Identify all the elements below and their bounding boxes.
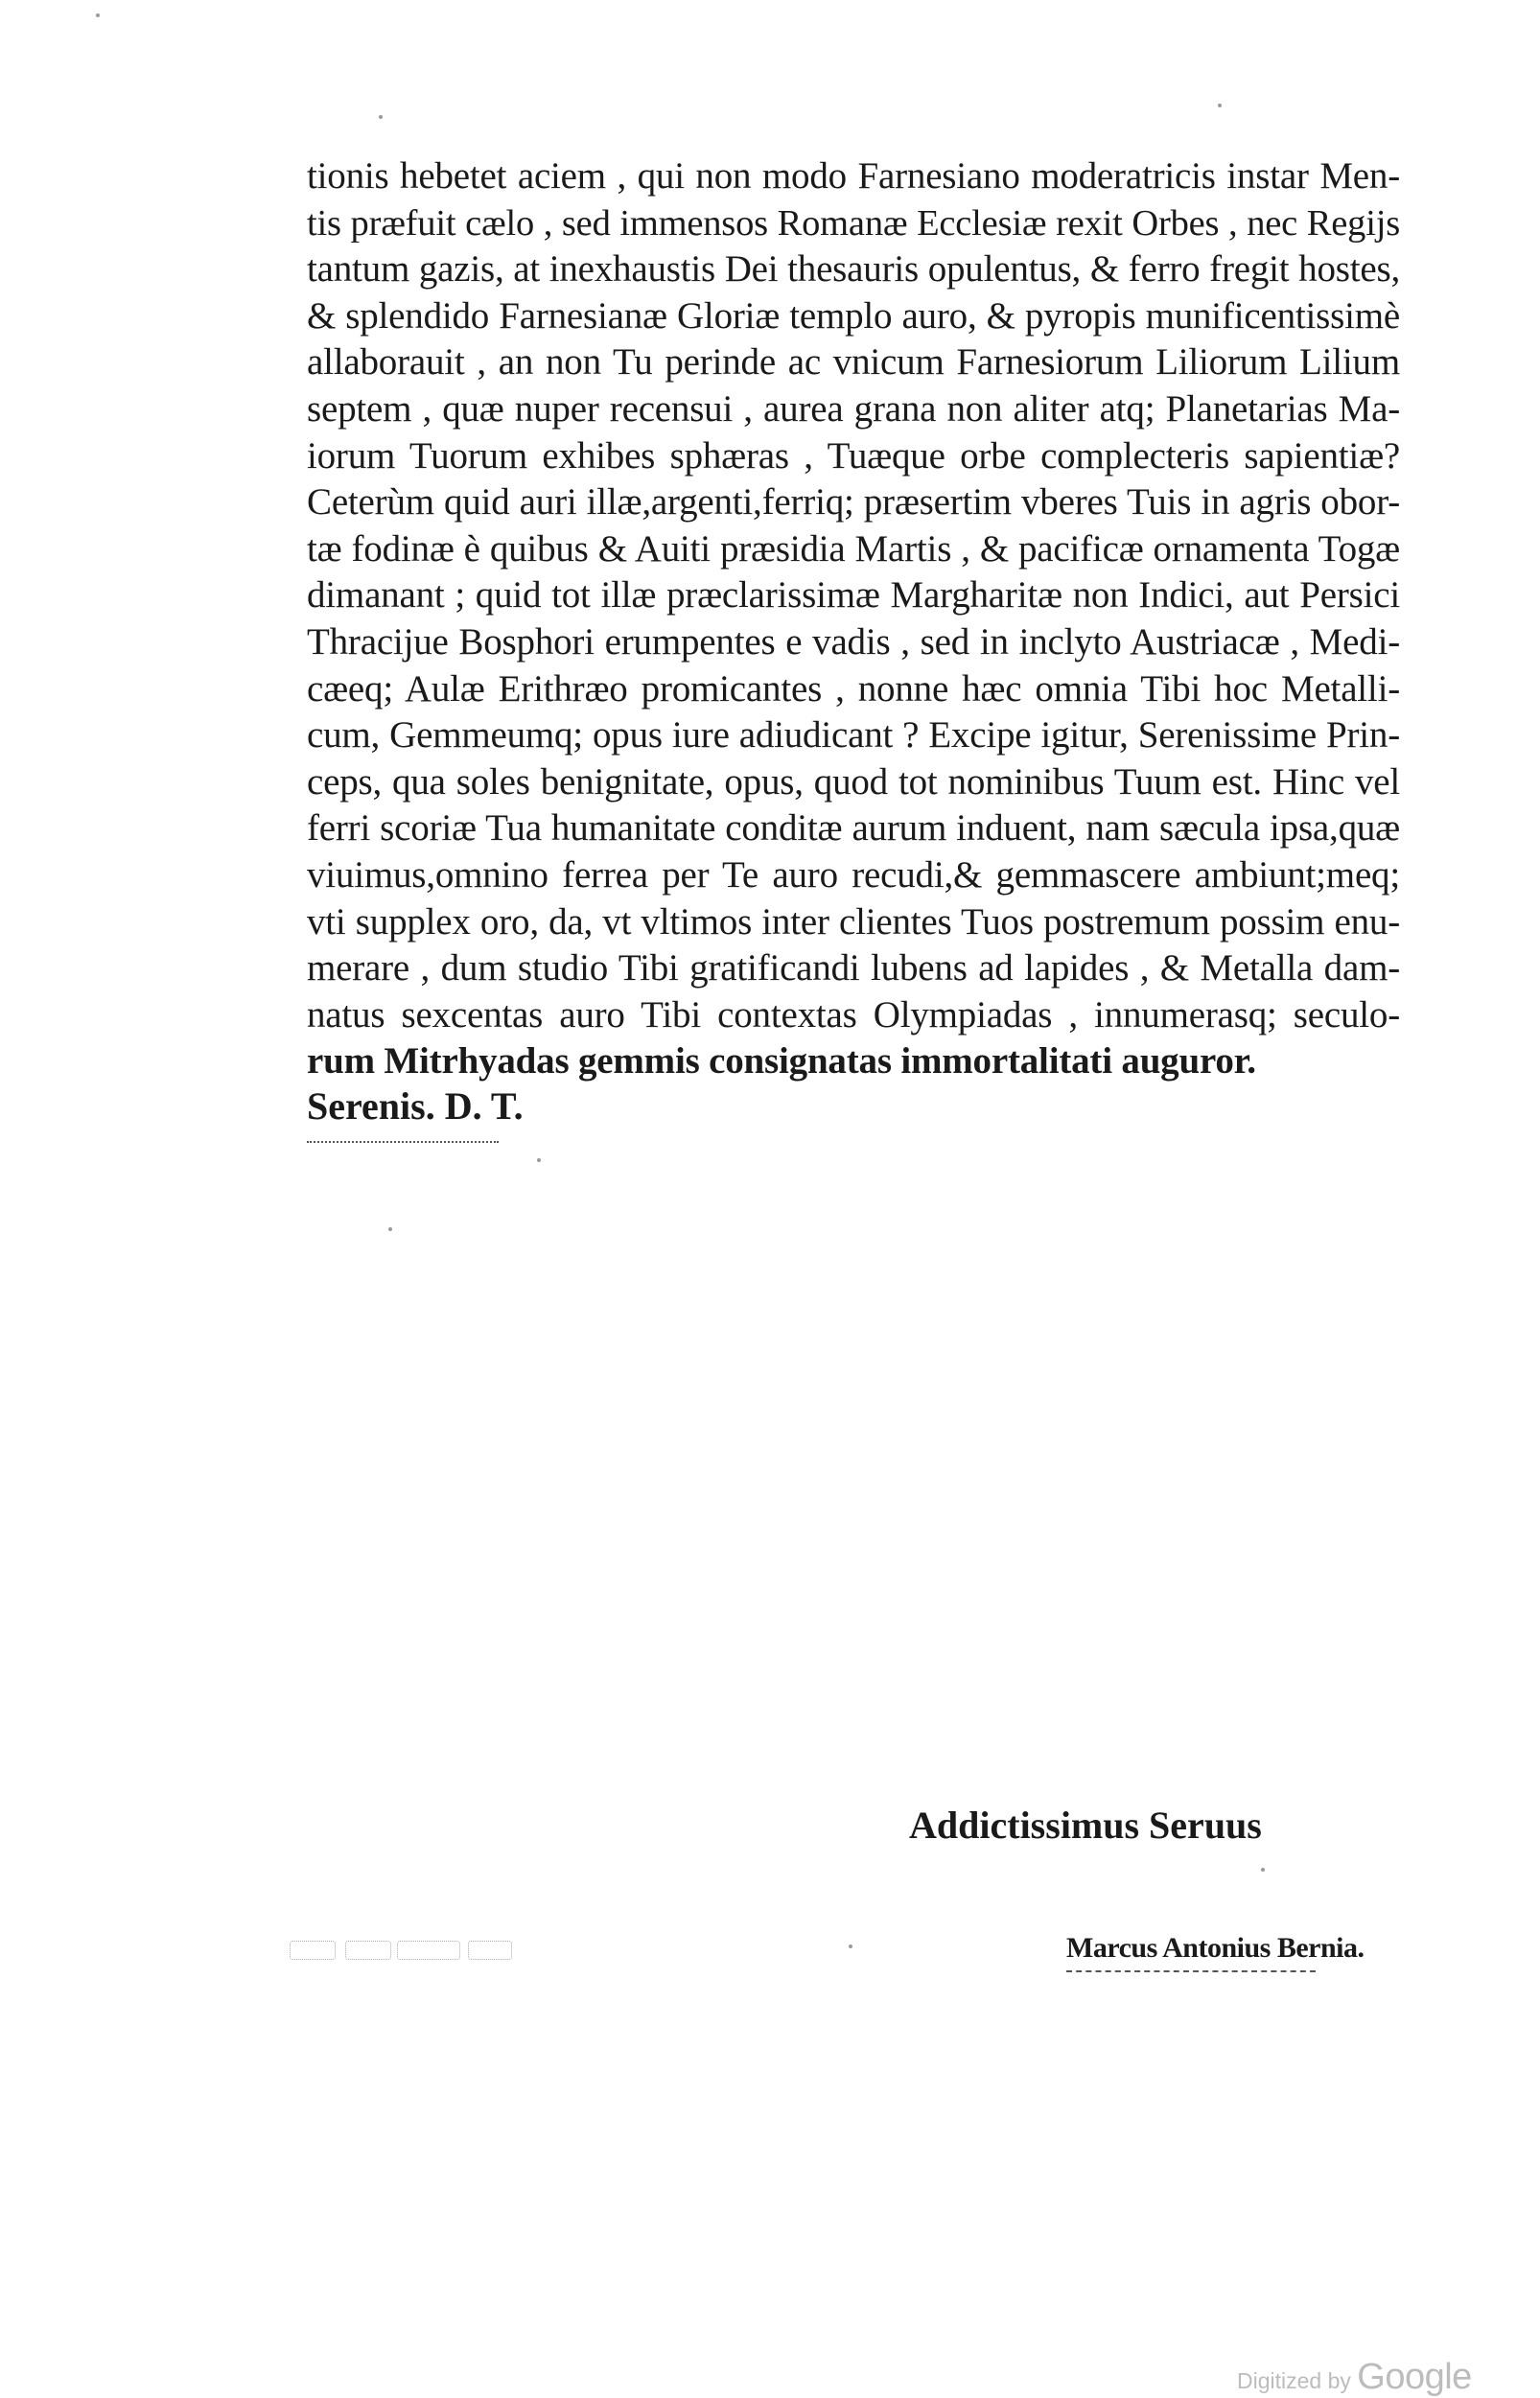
text-line: tionis hebetet aciem , qui non modo Farnesiano moderatricis instar Men-	[307, 155, 1400, 197]
signature: Marcus Antonius Bernia.	[1066, 1932, 1365, 1964]
text-line: iorum Tuorum exhibes sphæras , Tuæque orbe complecteris sapientiæ?	[307, 434, 1400, 477]
scan-speck	[849, 1944, 852, 1948]
salutation-underline	[307, 1141, 499, 1143]
text-line: Thracijue Bosphori erumpentes e vadis , sed in inclyto Austriacæ , Medi-	[307, 620, 1400, 663]
text-line: vti supplex oro, da, vt vltimos inter clientes Tuos postremum possim enu-	[307, 900, 1400, 943]
watermark-brand: Google	[1357, 2357, 1472, 2397]
text-line: Ceterùm quid auri illæ,argenti,ferriq; præsertim vberes Tuis in agris obor-	[307, 481, 1400, 524]
text-line: ceps, qua soles benignitate, opus, quod tot nominibus Tuum est. Hinc vel	[307, 760, 1400, 803]
text-line-final: rum Mitrhyadas gemmis consignatas immortalitati auguror.	[307, 1040, 1256, 1083]
text-line: cum, Gemmeumq; opus iure adiudicant ? Excipe igitur, Serenissime Prin-	[307, 714, 1400, 757]
scan-speck	[96, 13, 100, 17]
scan-speck	[537, 1158, 541, 1162]
text-line: & splendido Farnesianæ Gloriæ templo auro, & pyropis munificentissimè	[307, 294, 1400, 337]
text-line: tantum gazis, at inexhaustis Dei thesauris opulentus, & ferro fregit hostes,	[307, 248, 1400, 291]
signature-underline	[1066, 1970, 1316, 1972]
text-line: viuimus,omnino ferrea per Te auro recudi,& gemmascere ambiunt;meq;	[307, 853, 1400, 896]
text-line: cæeq; Aulæ Erithræo promicantes , nonne hæc omnia Tibi hoc Metalli-	[307, 667, 1400, 710]
scan-speck	[1261, 1868, 1265, 1872]
scan-speck	[379, 115, 383, 119]
text-line: merare , dum studio Tibi gratificandi lubens ad lapides , & Metalla dam-	[307, 947, 1400, 989]
digitized-by-watermark	[1237, 2357, 1472, 2398]
scan-speck	[388, 1227, 392, 1231]
text-line: dimanant ; quid tot illæ præclarissimæ Margharitæ non Indici, aut Persici	[307, 574, 1400, 617]
text-line: tæ fodinæ è quibus & Auiti præsidia Martis , & pacificæ ornamenta Togæ	[307, 527, 1400, 570]
letter-body	[307, 153, 1400, 1085]
text-line: tis præfuit cælo , sed immensos Romanæ Ecclesiæ rexit Orbes , nec Regijs	[307, 202, 1400, 244]
closing-formula: Addictissimus Seruus	[909, 1804, 1262, 1847]
text-line: natus sexcentas auro Tibi contextas Olympiadas , innumerasq; seculo-	[307, 993, 1400, 1036]
scan-speck	[1218, 104, 1222, 107]
text-line: septem , quæ nuper recensui , aurea grana non aliter atq; Planetarias Ma-	[307, 387, 1400, 430]
salutation: Serenis. D. T.	[307, 1084, 524, 1128]
faded-library-stamp	[290, 1935, 512, 1964]
text-line: ferri scoriæ Tua humanitate conditæ aurum induent, nam sæcula ipsa,quæ	[307, 807, 1400, 850]
watermark-prefix: Digitized by	[1237, 2368, 1351, 2393]
text-line: allaborauit , an non Tu perinde ac vnicum Farnesiorum Liliorum Lilium	[307, 341, 1400, 384]
